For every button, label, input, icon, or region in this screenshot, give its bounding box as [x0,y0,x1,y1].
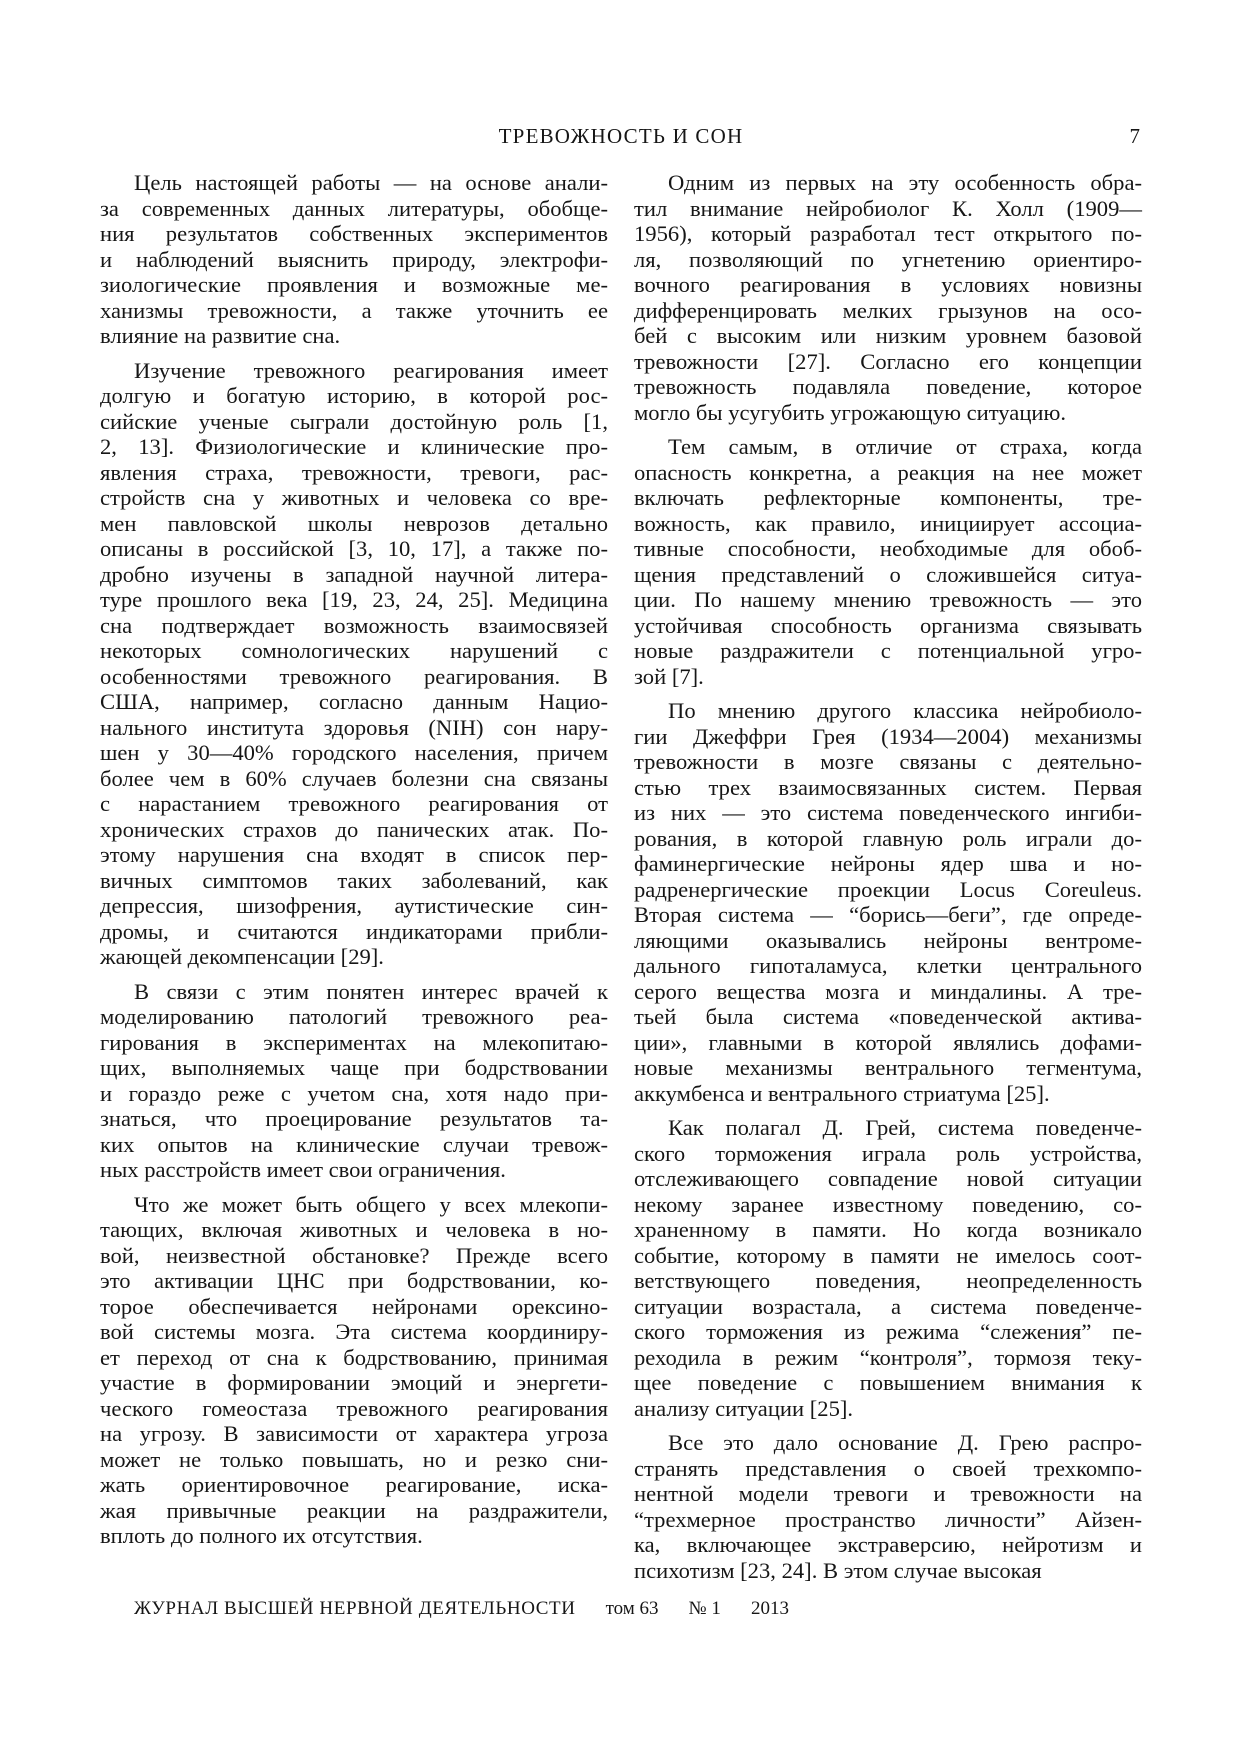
text-line: психотизм [23, 24]. В этом случае высокая [634,1557,1042,1583]
text-line: жая привычные реакции на раздражители, [100,1497,608,1523]
text-line: особенностями тревожного реагирования. В [100,663,608,689]
text-line: вплоть до полного их отсутствия. [100,1523,423,1548]
text-line: ции», главными в которой являлись дофами- [634,1029,1142,1055]
text-line: устойчивая способность организма связывать [634,612,1142,638]
text-line: зиологические проявления и возможные ме- [100,272,608,297]
text-line: некому заранее известному поведению, со- [634,1191,1142,1217]
paragraph [634,434,1142,689]
text-line: ситуации возрастала, а система поведенче- [634,1293,1142,1319]
text-line: ческого гомеостаза тревожного реагирования [100,1395,608,1421]
paragraph [634,698,1142,1106]
text-line: В связи с этим понятен интерес врачей к [134,978,608,1004]
paragraph [100,170,608,349]
text-line: США, например, согласно данным Нацио- [100,689,608,714]
text-line: явления страха, тревожности, тревоги, рас- [100,459,608,485]
text-line: новые механизмы вентрального тегментума, [634,1055,1142,1080]
text-line: Цель настоящей работы — на основе анали- [134,170,608,195]
paragraph [634,1115,1142,1421]
paragraph [634,170,1142,425]
text-line: дифференцировать мелких грызунов на осо- [634,297,1142,323]
text-line: ких опытов на клинические случаи тревож- [100,1131,608,1157]
text-line: дального гипоталамуса, клетки центрального [634,953,1142,978]
text-line: событие, которому в памяти не имелось соот- [634,1242,1142,1268]
text-line: отслеживающего совпадение новой ситуации [634,1166,1142,1191]
text-line: дробно изучены в западной научной литера- [100,561,608,587]
text-line: ветствующего поведения, неопределенность [634,1268,1142,1293]
column-left [100,170,608,1592]
text-line: хронических страхов до панических атак. По- [100,816,608,842]
text-line: реходила в режим “контроля”, тормозя теку- [634,1344,1142,1370]
text-line: Одним из первых на эту особенность обра- [668,170,1142,195]
paragraph [634,1430,1142,1583]
footer-line [134,1598,789,1620]
text-line: депрессия, шизофрения, аутистические син- [100,893,608,918]
text-line: храненному в памяти. Но когда возникало [634,1217,1142,1242]
text-line: ет переход от сна к бодрствованию, принимая [100,1344,608,1370]
text-line: щения представлений о сложившейся ситуа- [634,561,1142,587]
text-line: бей с высоким или низким уровнем базовой [634,323,1142,348]
text-line: некоторых сомнологических нарушений с [100,638,608,663]
text-line: дромы, и считаются индикаторами прибли- [100,918,608,944]
column-right [634,170,1142,1592]
text-line: и гораздо реже с учетом сна, хотя надо при- [100,1080,608,1106]
text-line: Изучение тревожного реагирования имеет [134,357,608,383]
text-columns [100,170,1142,1592]
text-line: Как полагал Д. Грей, система поведенче- [668,1115,1142,1140]
text-line: туре прошлого века [19, 23, 24, 25]. Медицина [100,587,608,612]
text-line: вожность, как правило, инициирует ассоциа- [634,510,1142,536]
footer-volume: том 63 [605,1598,659,1619]
text-line: жающей декомпенсации [29]. [100,944,384,969]
text-line: знаться, что проецирование результатов та- [100,1106,608,1131]
text-line: щее поведение с повышением внимания к [634,1370,1142,1395]
text-line: влияние на развитие сна. [100,323,341,348]
footer-journal-title: ЖУРНАЛ ВЫСШЕЙ НЕРВНОЙ ДЕЯТЕЛЬНОСТИ [134,1598,576,1619]
running-head [100,124,1142,149]
text-line: Что же может быть общего у всех млекопи- [134,1191,608,1217]
text-line: ханизмы тревожности, а также уточнить ее [100,297,608,323]
text-line: анализу ситуации [25]. [634,1395,854,1421]
text-line: гии Джеффри Грея (1934—2004) механизмы [634,723,1142,749]
text-line: ции. По нашему мнению тревожность — это [634,587,1142,612]
text-line: ка, включающее экстраверсию, нейротизм и [634,1532,1142,1557]
text-line: стройств сна у животных и человека со вре- [100,485,608,510]
text-line: зой [7]. [634,663,704,689]
text-line: фаминергические нейроны ядер шва и но- [634,851,1142,876]
text-line: радренергические проекции Locus Coreuleus. [634,876,1142,902]
text-line: тревожность подавляла поведение, которое [634,374,1142,399]
footer-issue: № 1 [688,1598,721,1619]
text-line: вой, неизвестной обстановке? Прежде всего [100,1242,608,1268]
page-number: 7 [1129,124,1140,148]
text-line: шен у 30—40% городского населения, причем [100,740,608,765]
text-line: тивные способности, необходимые для обоб- [634,536,1142,561]
text-line: 2, 13]. Физиологические и клинические про- [100,434,608,459]
text-line: ных расстройств имеет свои ограничения. [100,1157,506,1182]
text-line: могло бы усугубить угрожающую ситуацию. [634,399,1067,425]
text-line: ля, позволяющий по угнетению ориентиро- [634,246,1142,272]
text-line: тьей была система «поведенческой актива- [634,1004,1142,1029]
text-line: Вторая система — “борись—беги”, где опреде- [634,902,1142,927]
text-line: рования, в которой главную роль играли до- [634,825,1142,851]
text-line: вичных симптомов таких заболеваний, как [100,867,608,893]
text-line: ского торможения из режима “слежения” пе- [634,1319,1142,1344]
text-line: Все это дало основание Д. Грею распро- [668,1430,1142,1455]
text-line: и наблюдений выяснить природу, электрофи- [100,246,608,272]
text-line: 1956), который разработал тест открытого по- [634,221,1142,246]
text-line: на угрозу. В зависимости от характера угроза [100,1421,608,1446]
text-line: серого вещества мозга и миндалины. А тре- [634,978,1142,1004]
text-line: включать рефлекторные компоненты, тре- [634,485,1142,510]
text-line: может не только повышать, но и резко сни- [100,1446,608,1472]
text-line: тревожности в мозге связаны с деятельно- [634,749,1142,774]
text-line: странять представления о своей трехкомпо- [634,1455,1142,1481]
page-title: ТРЕВОЖНОСТЬ И СОН [498,124,744,148]
text-line: щих, выполняемых чаще при бодрствовании [100,1055,608,1080]
text-line: вой системы мозга. Эта система координиру- [100,1319,608,1344]
text-line: новые раздражители с потенциальной угро- [634,638,1142,663]
text-line: описаны в российской [3, 10, 17], а также по- [100,536,608,561]
text-line: ляющими оказывались нейроны вентроме- [634,927,1142,953]
text-line: нального института здоровья (NIH) сон нару- [100,714,608,740]
text-line: нентной модели тревоги и тревожности на [634,1481,1142,1506]
text-line: сна подтверждает возможность взаимосвязей [100,612,608,638]
text-line: Тем самым, в отличие от страха, когда [668,434,1142,459]
text-line: гирования в экспериментах на млекопитаю- [100,1029,608,1055]
footer-year: 2013 [750,1598,789,1619]
paragraph [100,1192,608,1549]
text-line: моделированию патологий тревожного реа- [100,1004,608,1029]
text-line: из них — это система поведенческого ингиби- [634,800,1142,825]
text-line: с нарастанием тревожного реагирования от [100,791,608,816]
text-line: вочного реагирования в условиях новизны [634,272,1142,297]
paragraph [100,979,608,1183]
text-line: “трехмерное пространство личности” Айзен- [634,1506,1142,1532]
text-line: этому нарушения сна входят в список пер- [100,842,608,867]
text-line: более чем в 60% случаев болезни сна связаны [100,765,608,791]
text-line: стью трех взаимосвязанных систем. Первая [634,774,1142,800]
text-line: опасность конкретна, а реакция на нее может [634,459,1142,485]
text-line: ния результатов собственных экспериментов [100,221,608,246]
text-line: тревожности [27]. Согласно его концепции [634,348,1142,374]
text-line: долгую и богатую историю, в которой рос- [100,383,608,408]
paragraph [100,358,608,970]
text-line: сийские ученые сыграли достойную роль [1, [100,408,608,434]
text-line: за современных данных литературы, обобще- [100,195,608,221]
text-line: жать ориентировочное реагирование, иска- [100,1472,608,1497]
text-line: это активации ЦНС при бодрствовании, ко- [100,1268,608,1293]
text-line: торое обеспечивается нейронами орексино- [100,1293,608,1319]
text-line: аккумбенса и вентрального стриатума [25]. [634,1080,1050,1106]
text-line: По мнению другого классика нейробиоло- [668,698,1142,723]
text-line: мен павловской школы неврозов детально [100,510,608,536]
text-line: тил внимание нейробиолог К. Холл (1909— [634,195,1142,221]
text-line: тающих, включая животных и человека в но- [100,1217,608,1242]
text-line: ского торможения играла роль устройства, [634,1140,1142,1166]
text-line: участие в формировании эмоций и энергети- [100,1370,608,1395]
